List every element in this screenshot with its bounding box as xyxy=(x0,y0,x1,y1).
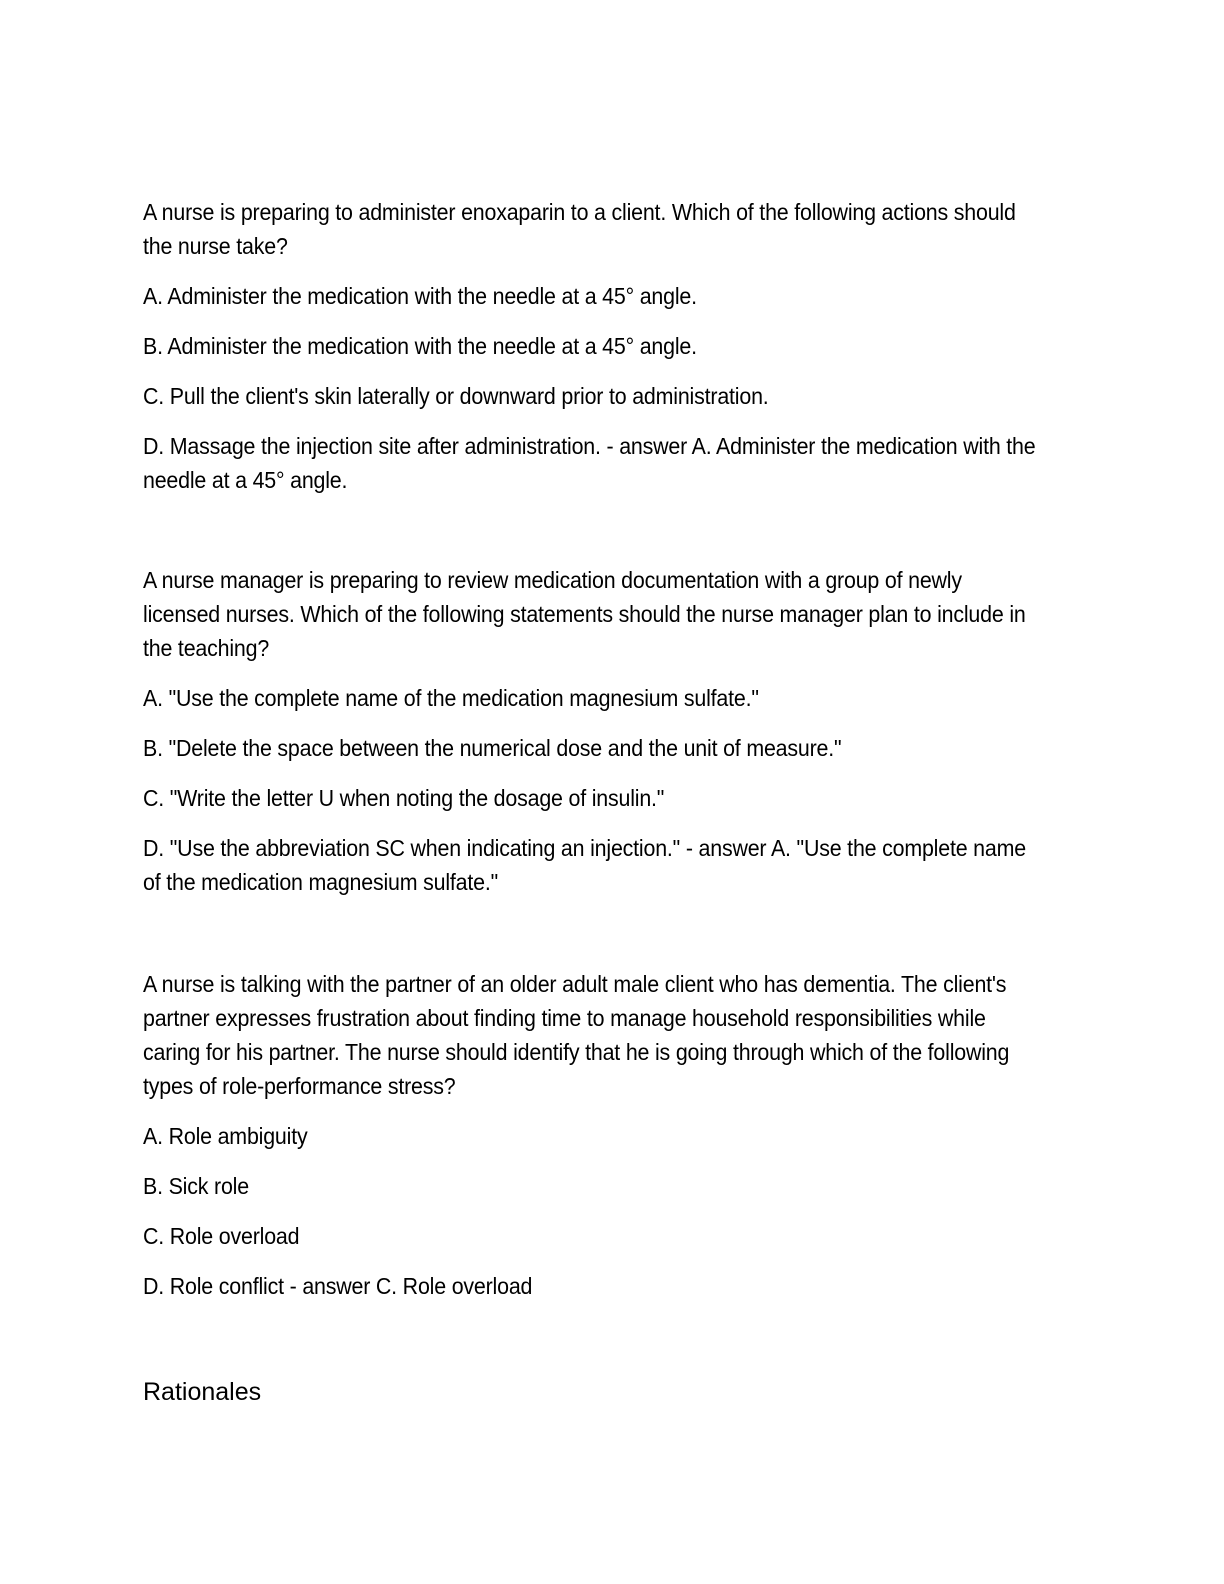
question-1 xyxy=(143,195,1043,497)
spacer xyxy=(143,1319,1043,1375)
question-2 xyxy=(143,563,1043,899)
question-2-option-d-answer: D. "Use the abbreviation SC when indicating an injection." - answer A. "Use the complete name of the medication magnesium sulfate." xyxy=(143,835,1026,895)
question-3-stem: A nurse is talking with the partner of an older adult male client who has dementia. The client's partner expresses frustration about finding time to manage household responsibilities while caring for his partner. The nurse should identify that he is going through which of the following types of role-performance stress? xyxy=(143,971,1010,1099)
question-3-option-c: C. Role overload xyxy=(143,1223,300,1249)
question-3-option-d-answer: D. Role conflict - answer C. Role overload xyxy=(143,1273,533,1299)
question-1-option-b: B. Administer the medication with the needle at a 45° angle. xyxy=(143,333,697,359)
spacer xyxy=(143,513,1043,563)
question-1-option-a: A. Administer the medication with the needle at a 45° angle. xyxy=(143,283,697,309)
question-3-option-b: B. Sick role xyxy=(143,1173,249,1199)
question-2-option-b: B. "Delete the space between the numerical dose and the unit of measure." xyxy=(143,735,842,761)
document-page xyxy=(143,195,1043,1409)
question-2-stem: A nurse manager is preparing to review medication documentation with a group of newly licensed nurses. Which of the following statements should the nurse manager plan to include in the teaching? xyxy=(143,567,1026,661)
question-2-option-c: C. "Write the letter U when noting the dosage of insulin." xyxy=(143,785,665,811)
question-1-option-d-answer: D. Massage the injection site after administration. - answer A. Administer the medication with the needle at a 45° angle. xyxy=(143,433,1036,493)
question-1-option-c: C. Pull the client's skin laterally or downward prior to administration. xyxy=(143,383,769,409)
rationales-heading: Rationales xyxy=(143,1378,262,1406)
question-1-stem: A nurse is preparing to administer enoxaparin to a client. Which of the following actions should the nurse take? xyxy=(143,199,1016,259)
question-3 xyxy=(143,967,1043,1303)
spacer xyxy=(143,915,1043,967)
question-2-option-a: A. "Use the complete name of the medication magnesium sulfate." xyxy=(143,685,759,711)
question-3-option-a: A. Role ambiguity xyxy=(143,1123,308,1149)
